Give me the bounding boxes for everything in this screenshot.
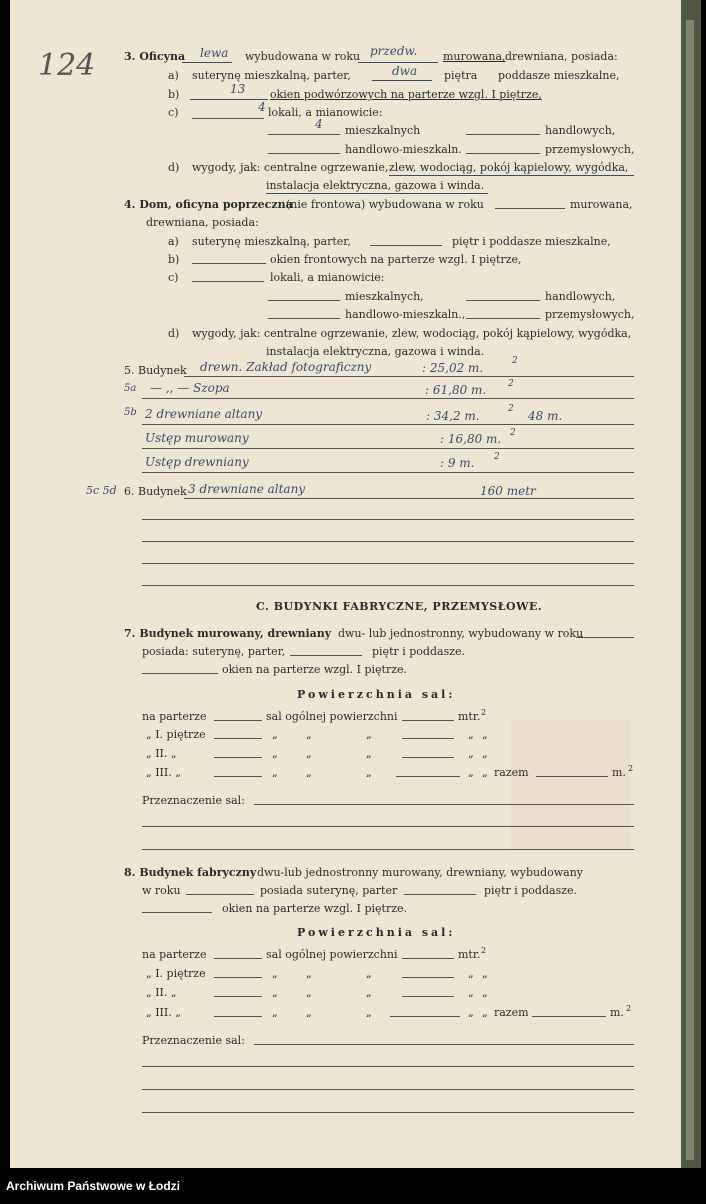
q: „ <box>366 747 372 760</box>
s3-hw-which: lewa <box>200 46 229 60</box>
s7-p1: „ I. piętrze <box>146 728 206 741</box>
s7-sal: sal ogólnej powierzchni <box>266 710 398 723</box>
s4-mat: murowana, <box>570 198 633 211</box>
archive-name: Archiwum Państwowe w Łodzi <box>6 1179 181 1193</box>
s4-a-text1: suterynę mieszkalną, parter, <box>192 235 351 248</box>
s7-m: m. <box>612 766 626 779</box>
s8-p1: „ I. piętrze <box>146 967 206 980</box>
q: „ <box>468 1006 474 1019</box>
s6-margin: 5c 5d <box>86 484 117 497</box>
s5-hw2s: 2 <box>508 379 514 389</box>
s4-d-label: d) <box>168 327 180 340</box>
q: „ <box>272 986 278 999</box>
s5-hw3s: 2 <box>508 404 514 414</box>
s5-hw3e: 48 m. <box>528 409 563 423</box>
s4-b-label: b) <box>168 253 180 266</box>
s3-mat-b: drewniana, posiada: <box>505 50 618 63</box>
s4-przem: przemysłowych, <box>545 308 635 321</box>
s8-label: 8. Budynek fabryczny <box>124 866 257 879</box>
s7-text1: dwu- lub jednostronny, wybudowany w roku <box>338 627 584 640</box>
s3-a-text2: piętra <box>444 69 478 82</box>
q: „ <box>306 986 312 999</box>
s5-hw1v: : 25,02 m. <box>422 361 484 375</box>
q: „ <box>482 967 488 980</box>
s4-handl-mieszk: handlowo-mieszkaln., <box>345 308 466 321</box>
s8-razem: razem <box>494 1006 529 1019</box>
s3-hw-windows: 13 <box>230 82 246 96</box>
s4-a-text2: piętr i poddasze mieszkalne, <box>452 235 611 248</box>
s4-line2: drewniana, posiada: <box>146 216 259 229</box>
s3-handl: handlowych, <box>545 124 616 137</box>
s8-m-sq: 2 <box>626 1004 632 1013</box>
s7-mtr: mtr. <box>458 710 481 723</box>
s7-m-sq: 2 <box>628 764 634 773</box>
s5-hw1: drewn. Zakład fotograficzny <box>200 360 372 374</box>
s5-hw2v: : 61,80 m. <box>425 383 487 397</box>
q: „ <box>306 747 312 760</box>
s5-hw4: Ustęp murowany <box>145 431 249 445</box>
s7-przezn: Przeznaczenie sal: <box>142 794 245 807</box>
s5-hw3a: 5b <box>124 407 137 418</box>
s5-hw5v: : 9 m. <box>440 456 475 470</box>
q: „ <box>468 967 474 980</box>
s4-d-text1: wygody, jak: centralne ogrzewanie, zlew, wodociąg, pokój kąpielowy, wygódka, <box>192 327 632 340</box>
s4-c-text: lokali, a mianowicie: <box>270 271 385 284</box>
s3-mat-a: murowana, <box>443 50 506 63</box>
s8-mtr: mtr. <box>458 948 481 961</box>
q: „ <box>468 986 474 999</box>
s7-label: 7. Budynek murowany, drewniany <box>124 627 332 640</box>
s5-hw5s: 2 <box>494 452 500 462</box>
s7-razem: razem <box>494 766 529 779</box>
s3-a-text3: poddasze mieszkalne, <box>498 69 620 82</box>
s7-text2a: posiada: suterynę, parter, <box>142 645 286 658</box>
s3-b-label: b) <box>168 88 180 101</box>
s4-label2: (nie frontowa) wybudowana w roku <box>286 198 484 211</box>
q: „ <box>306 766 312 779</box>
s8-text2b: posiada suterynę, parter <box>260 884 398 897</box>
s7-text3: okien na parterze wzgl. I piętrze. <box>222 663 408 676</box>
s4-a-label: a) <box>168 235 179 248</box>
s5-hw1s: 2 <box>512 356 518 366</box>
s3-built: wybudowana w roku <box>245 50 361 63</box>
page-number: 124 <box>38 48 96 83</box>
s7-p2: „ II. „ <box>146 747 177 760</box>
s7-p3: „ III. „ <box>146 766 181 779</box>
s3-c-text: lokali, a mianowicie: <box>268 106 383 119</box>
s5-hw3v: : 34,2 m. <box>426 409 480 423</box>
s5-hw5: Ustęp drewniany <box>145 455 249 469</box>
q: „ <box>366 1006 372 1019</box>
s3-mieszk: mieszkalnych <box>345 124 421 137</box>
s5-label: 5. Budynek <box>124 364 187 377</box>
s5-hw2: — ,, — Szopa <box>150 381 230 395</box>
q: „ <box>272 747 278 760</box>
s4-handl: handlowych, <box>545 290 616 303</box>
s5-hw4v: : 16,80 m. <box>440 432 502 446</box>
s8-pow-heading: Powierzchnia sal: <box>297 926 456 939</box>
s3-label: 3. Oficyna <box>124 50 186 63</box>
archive-footer <box>0 1168 706 1204</box>
q: „ <box>366 728 372 741</box>
s3-hw-year: przedw. <box>370 44 418 58</box>
q: „ <box>366 967 372 980</box>
s7-pow-heading: Powierzchnia sal: <box>297 688 456 701</box>
q: „ <box>272 1006 278 1019</box>
q: „ <box>482 1006 488 1019</box>
s3-hw-lokale: 4 <box>258 100 266 114</box>
s4-d-text2: instalacja elektryczna, gazowa i winda. <box>266 345 485 358</box>
s3-przem: przemysłowych, <box>545 143 635 156</box>
q: „ <box>366 766 372 779</box>
s8-p2: „ II. „ <box>146 986 177 999</box>
s3-hw-floors: dwa <box>392 64 418 78</box>
s6-label: 6. Budynek <box>124 485 187 498</box>
q: „ <box>272 728 278 741</box>
s3-d-text3: instalacja elektryczna, gazowa i winda. <box>266 179 485 192</box>
s7-text2b: piętr i poddasze. <box>372 645 466 658</box>
faded-stamp <box>510 720 630 850</box>
s4-c-label: c) <box>168 271 179 284</box>
s7-sq: 2 <box>481 708 487 717</box>
q: „ <box>482 986 488 999</box>
s4-label: 4. Dom, oficyna poprzeczna <box>124 198 293 211</box>
s3-a-label: a) <box>168 69 179 82</box>
q: „ <box>482 766 488 779</box>
s3-handl-mieszk: handlowo-mieszkaln. <box>345 143 462 156</box>
s5-hw2a: 5a <box>124 383 137 394</box>
s3-b-text: okien podwórzowych na parterze wzgl. I piętrze, <box>270 88 542 101</box>
q: „ <box>468 728 474 741</box>
section-c-heading: C. BUDYNKI FABRYCZNE, PRZEMYSŁOWE. <box>256 600 543 613</box>
q: „ <box>366 986 372 999</box>
q: „ <box>468 747 474 760</box>
q: „ <box>306 1006 312 1019</box>
q: „ <box>272 967 278 980</box>
s6-hw-v: 160 metr <box>480 484 536 498</box>
s8-sal: sal ogólnej powierzchni <box>266 948 398 961</box>
q: „ <box>482 747 488 760</box>
s8-parter: na parterze <box>142 948 207 961</box>
s3-d-label: d) <box>168 161 180 174</box>
q: „ <box>482 728 488 741</box>
s8-przezn: Przeznaczenie sal: <box>142 1034 245 1047</box>
q: „ <box>306 967 312 980</box>
s8-text2a: w roku <box>142 884 181 897</box>
q: „ <box>306 728 312 741</box>
s3-d-text2: zlew, wodociąg, pokój kąpielowy, wygódka, <box>389 161 629 174</box>
s8-p3: „ III. „ <box>146 1006 181 1019</box>
s4-b-text: okien frontowych na parterze wzgl. I piętrze, <box>270 253 522 266</box>
s3-hw-mieszk: 4 <box>315 117 323 131</box>
binder-edge <box>686 20 694 1160</box>
s8-text1: dwu-lub jednostronny murowany, drewniany, wybudowany <box>257 866 584 879</box>
s8-text3: okien na parterze wzgl. I piętrze. <box>222 902 408 915</box>
s8-sq: 2 <box>481 946 487 955</box>
s3-c-label: c) <box>168 106 179 119</box>
s3-d-text1: wygody, jak: centralne ogrzewanie, <box>192 161 389 174</box>
s6-hw: 3 drewniane altany <box>188 482 306 496</box>
s4-mieszk: mieszkalnych, <box>345 290 424 303</box>
s3-a-text1: suterynę mieszkalną, parter, <box>192 69 351 82</box>
q: „ <box>468 766 474 779</box>
s8-text2c: piętr i poddasze. <box>484 884 578 897</box>
s7-parter: na parterze <box>142 710 207 723</box>
s5-hw3: 2 drewniane altany <box>145 407 263 421</box>
s8-m: m. <box>610 1006 624 1019</box>
s5-hw4s: 2 <box>510 428 516 438</box>
q: „ <box>272 766 278 779</box>
